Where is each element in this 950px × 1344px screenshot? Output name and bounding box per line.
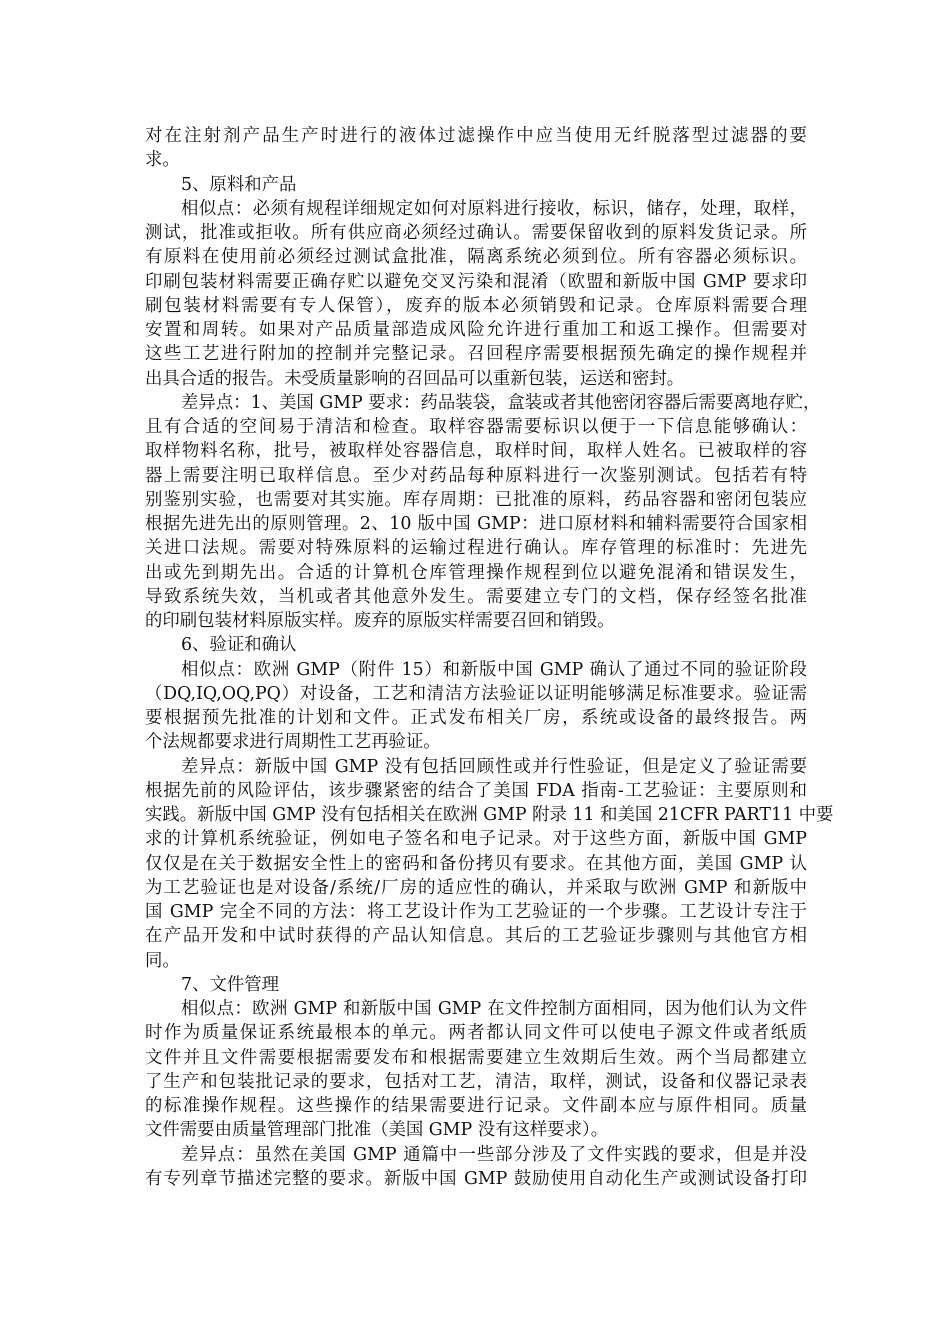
text-line: 时作为质量保证系统最根本的单元。两者都认同文件可以使电子源文件或者纸质 bbox=[145, 1023, 807, 1044]
text-line: 同。 bbox=[145, 950, 180, 971]
paragraph-differences bbox=[145, 1143, 807, 1192]
text-line: 仅仅是在关于数据安全性上的密码和备份拷贝有要求。在其他方面，美国 GMP 认 bbox=[145, 853, 807, 874]
text-line: 根据先前的风险评估，该步骤紧密的结合了美国 FDA 指南-工艺验证：主要原则和 bbox=[145, 780, 807, 801]
text-line: 个法规都要求进行周期性工艺再验证。 bbox=[145, 732, 441, 753]
section-heading: 7、文件管理 bbox=[181, 974, 280, 995]
text-line: 的印刷包装材料原版实样。废弃的原版实样需要召回和销毁。 bbox=[145, 611, 615, 631]
text-line: 出或先到期先出。合适的计算机仓库管理操作规程到位以避免混淆和错误发生， bbox=[145, 562, 807, 583]
text-line: 有原料在使用前必须经过测试盒批准，隔离系统必须到位。所有容器必须标识。 bbox=[145, 247, 807, 268]
text-line: 出具合适的报告。未受质量影响的召回品可以重新包装，运送和密封。 bbox=[145, 368, 685, 389]
text-line: 实践。新版中国 GMP 没有包括相关在欧洲 GMP 附录 11 和美国 21CFR PART11 中要 bbox=[145, 805, 834, 825]
text-line: 求。 bbox=[145, 150, 180, 171]
text-line: 在产品开发和中试时获得的产品认知信息。其后的工艺验证步骤则与其他官方相 bbox=[145, 926, 807, 947]
text-line: 且有合适的空间易于清洁和检查。取样容器需要标识以便于一下信息能够确认： bbox=[145, 417, 807, 437]
text-line: 这些工艺进行附加的控制并完整记录。召回程序需要根据预先确定的操作规程并 bbox=[145, 344, 807, 365]
text-line: 取样物料名称，批号，被取样处容器信息，取样时间，取样人姓名。已被取样的容 bbox=[145, 441, 807, 462]
text-line: 安置和周转。如果对产品质量部造成风险允许进行重加工和返工操作。但需要对 bbox=[145, 320, 807, 340]
text-line: 文件并且文件需要根据需要发布和根据需要建立生效期后生效。两个当局都建立 bbox=[145, 1047, 807, 1068]
section-document-management bbox=[145, 973, 807, 1191]
text-line: 相似点：欧洲 GMP（附件 15）和新版中国 GMP 确认了通过不同的验证阶段 bbox=[181, 659, 807, 680]
text-line: 差异点：虽然在美国 GMP 通篇中一些部分涉及了文件实践的要求，但是并没 bbox=[181, 1144, 807, 1165]
text-line: 国 GMP 完全不同的方法：将工艺设计作为工艺验证的一个步骤。工艺设计专注于 bbox=[145, 902, 807, 922]
text-line: 要根据预先批准的计划和文件。正式发布相关厂房，系统或设备的最终报告。两 bbox=[145, 708, 807, 728]
paragraph-filter-requirement bbox=[145, 124, 807, 173]
text-line: 刷包装材料需要有专人保管），废弃的版本必须销毁和记录。仓库原料需要合理 bbox=[145, 295, 807, 316]
text-line: 器上需要注明已取样信息。至少对药品每种原料进行一次鉴别测试。包括若有特 bbox=[145, 465, 807, 486]
text-line: 求的计算机系统验证，例如电子签名和电子记录。对于这些方面，新版中国 GMP bbox=[145, 829, 807, 850]
text-line: 相似点：必须有规程详细规定如何对原料进行接收，标识，储存，处理，取样， bbox=[181, 198, 807, 219]
text-line: 差异点：新版中国 GMP 没有包括回顾性或并行性验证，但是定义了验证需要 bbox=[181, 756, 807, 777]
paragraph-similarities bbox=[145, 197, 807, 391]
text-line: （DQ,IQ,OQ,PQ）对设备，工艺和清洁方法验证以证明能够满足标准要求。验证需 bbox=[145, 683, 807, 704]
text-line: 导致系统失效，当机或者其他意外发生。需要建立专门的文档，保存经签名批准 bbox=[145, 586, 807, 607]
text-line: 印刷包装材料需要正确存贮以避免交叉污染和混淆（欧盟和新版中国 GMP 要求印 bbox=[145, 271, 807, 292]
text-line: 为工艺验证也是对设备/系统/厂房的适应性的确认，并采取与欧洲 GMP 和新版中 bbox=[145, 877, 807, 898]
text-line: 对在注射剂产品生产时进行的液体过滤操作中应当使用无纤脱落型过滤器的要 bbox=[145, 126, 807, 146]
section-4-tail bbox=[145, 124, 807, 173]
paragraph-differences bbox=[145, 755, 834, 973]
paragraph-differences bbox=[145, 391, 821, 634]
text-line: 关进口法规。需要对特殊原料的运输过程进行确认。库存管理的标准时：先进先 bbox=[145, 538, 807, 559]
section-raw-materials-and-products bbox=[145, 173, 821, 634]
paragraph-similarities bbox=[145, 997, 807, 1143]
text-line: 别鉴别实验，也需要对其实施。库存周期：已批准的原料，药品容器和密闭包装应 bbox=[145, 489, 807, 510]
text-line: 的标准操作规程。这些操作的结果需要进行记录。文件副本应与原件相同。质量 bbox=[145, 1096, 807, 1116]
section-heading: 6、验证和确认 bbox=[181, 635, 297, 656]
text-line: 有专列章节描述完整的要求。新版中国 GMP 鼓励使用自动化生产或测试设备打印 bbox=[145, 1168, 807, 1189]
text-line: 了生产和包装批记录的要求，包括对工艺，清洁，取样，测试，设备和仪器记录表 bbox=[145, 1071, 807, 1092]
text-line: 文件需要由质量管理部门批准（美国 GMP 没有这样要求）。 bbox=[145, 1120, 609, 1141]
paragraph-similarities bbox=[145, 658, 807, 755]
document-page bbox=[145, 124, 834, 1191]
text-line: 差异点：1、美国 GMP 要求：药品装袋，盒装或者其他密闭容器后需要离地存贮， bbox=[181, 392, 821, 413]
text-line: 相似点：欧洲 GMP 和新版中国 GMP 在文件控制方面相同，因为他们认为文件 bbox=[181, 999, 807, 1019]
section-heading: 5、原料和产品 bbox=[181, 174, 297, 195]
text-line: 测试，批准或拒收。所有供应商必须经过确认。需要保留收到的原料发货记录。所 bbox=[145, 223, 807, 243]
text-line: 根据先进先出的原则管理。2、10 版中国 GMP：进口原材料和辅料需要符合国家相 bbox=[145, 514, 807, 534]
section-validation-and-qualification bbox=[145, 633, 834, 973]
